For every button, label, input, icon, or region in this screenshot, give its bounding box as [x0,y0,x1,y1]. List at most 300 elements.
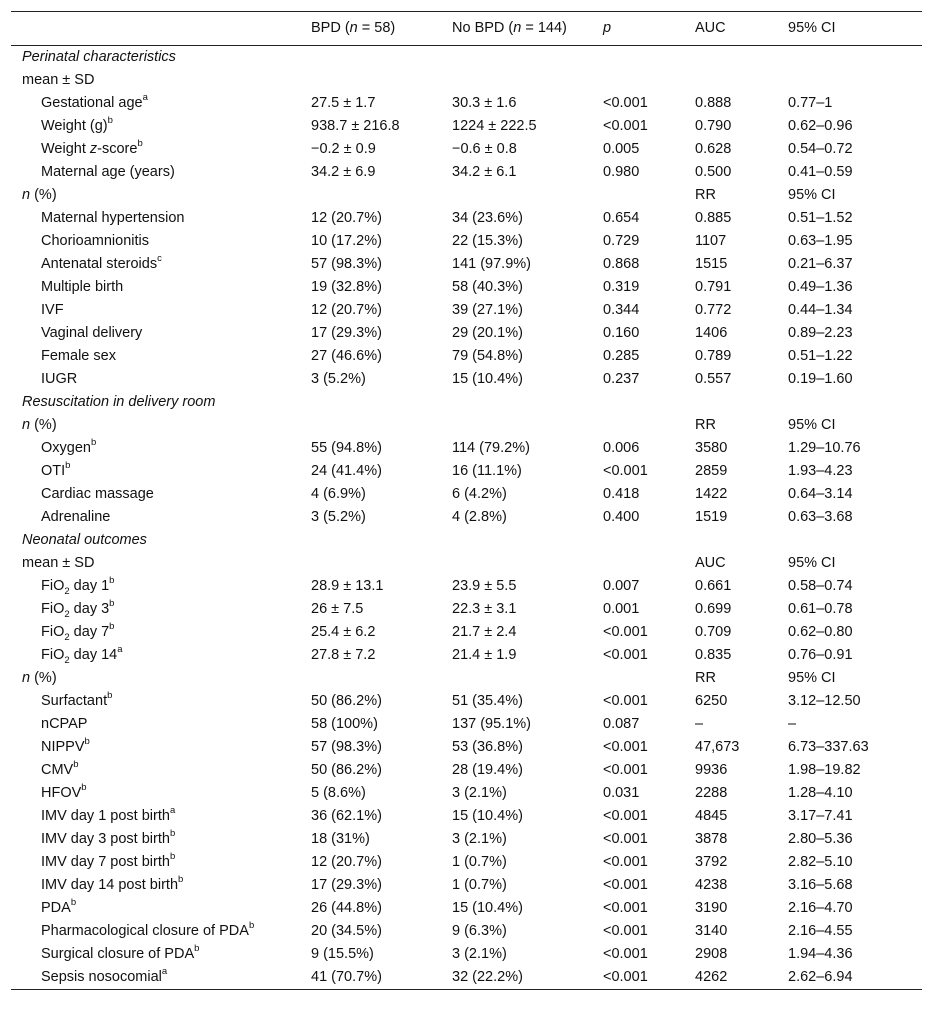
label-text: Antenatal steroids [41,256,158,272]
cell-c4 [603,414,695,437]
footnote-mark: b [107,115,113,127]
row-label [11,920,311,943]
cell-c4: <0.001 [603,95,648,111]
cell-c4 [603,391,695,414]
cell-c2 [311,69,452,92]
group-row [11,69,922,92]
footnote-mark: b [84,736,90,748]
cell-c3: 1224 ± 222.5 [452,118,537,134]
table-row [11,368,922,391]
table-row [11,253,922,276]
cell-c2: 25.4 ± 6.2 [311,624,376,640]
table-row [11,460,922,483]
table-row [11,644,922,667]
cell-c5: 0.888 [695,95,732,111]
group-row [11,552,922,575]
label-text: CMV [41,762,74,778]
cell-c5: 0.699 [695,601,732,617]
cell-c2: 938.7 ± 216.8 [311,118,400,134]
cell-c5 [695,69,788,92]
label-text: FiO [41,601,65,617]
label-text: n [22,417,31,433]
cell-c2: 19 (32.8%) [311,279,382,295]
table-row [11,828,922,851]
cell-c3: 1 (0.7%) [452,854,507,870]
label-text: NIPPV [41,739,85,755]
cell-c2 [311,667,452,690]
footnote-mark: b [81,782,87,794]
label-text: (%) [30,187,57,203]
label-text: Surgical closure of PDA [41,946,195,962]
cell-c6: 0.76–0.91 [788,647,853,663]
cell-c2: 28.9 ± 13.1 [311,578,384,594]
cell-c6 [788,69,922,92]
cell-c5: AUC [695,555,726,571]
footnote-mark: b [73,759,79,771]
label-text: 2 [64,608,70,620]
table-row [11,506,922,529]
header-no-bpd: No BPD (n = 144) [452,20,567,36]
label-text: z [89,141,98,157]
cell-c2: 27.8 ± 7.2 [311,647,376,663]
cell-c6: 0.54–0.72 [788,141,853,157]
cell-c6: 3.16–5.68 [788,877,853,893]
label-text: Female sex [41,348,116,364]
cell-c2: 18 (31%) [311,831,370,847]
cell-c2: 50 (86.2%) [311,693,382,709]
cell-c5: 1422 [695,486,728,502]
row-label [11,736,311,759]
cell-c2 [311,184,452,207]
label-text: IUGR [41,371,78,387]
cell-c6: 0.62–0.96 [788,118,853,134]
label-text: Vaginal delivery [41,325,143,341]
row-label [11,874,311,897]
cell-c5: 2908 [695,946,728,962]
row-label [11,276,311,299]
section-row [11,529,922,552]
table-row [11,276,922,299]
row-label [11,437,311,460]
row-label [11,759,311,782]
row-label [11,92,311,115]
table-row [11,207,922,230]
footnote-mark: b [109,621,115,633]
cell-c4: <0.001 [603,693,648,709]
cell-c4: 0.654 [603,210,640,226]
cell-c6: 1.98–19.82 [788,762,861,778]
cell-c6: 3.17–7.41 [788,808,853,824]
label-text: 2 [64,631,70,643]
cell-c6 [788,46,922,70]
label-text: day 14 [69,647,118,663]
cell-c2: 36 (62.1%) [311,808,382,824]
cell-c6: 0.61–0.78 [788,601,853,617]
row-label [11,966,311,990]
row-label [11,161,311,184]
cell-c4: 0.001 [603,601,640,617]
cell-c3: 3 (2.1%) [452,785,507,801]
table-row [11,598,922,621]
cell-c3 [452,391,603,414]
cell-c6: 0.58–0.74 [788,578,853,594]
label-text: IVF [41,302,64,318]
cell-c2: 57 (98.3%) [311,256,382,272]
label-text: Chorioamnionitis [41,233,149,249]
cell-c2: 12 (20.7%) [311,210,382,226]
label-text: Maternal age (years) [41,164,175,180]
cell-c4 [603,529,695,552]
row-label [11,138,311,161]
label-text: IMV day 1 post birth [41,808,170,824]
cell-c5: RR [695,187,716,203]
cell-c5: RR [695,417,716,433]
cell-c5: 2859 [695,463,728,479]
group-row [11,667,922,690]
row-label [11,644,311,667]
cell-c3 [452,184,603,207]
cell-c4: 0.400 [603,509,640,525]
cell-c2: 26 (44.8%) [311,900,382,916]
cell-c6 [788,529,922,552]
cell-c4: 0.007 [603,578,640,594]
cell-c6: 0.64–3.14 [788,486,853,502]
cell-c4: <0.001 [603,969,648,985]
header-bpd: BPD (n = 58) [311,20,396,36]
cell-c5: 9936 [695,762,728,778]
cell-c6: 0.62–0.80 [788,624,853,640]
cell-c2: 3 (5.2%) [311,509,366,525]
cell-c5: 0.885 [695,210,732,226]
cell-c6: 2.80–5.36 [788,831,853,847]
cell-c2: 17 (29.3%) [311,325,382,341]
cell-c4: <0.001 [603,118,648,134]
footnote-mark: b [169,828,176,840]
row-label [11,230,311,253]
footnote-mark: b [169,851,176,863]
table-row [11,782,922,805]
cell-c5: 0.789 [695,348,732,364]
cell-c4: 0.729 [603,233,640,249]
cell-c6: 0.51–1.22 [788,348,853,364]
cell-c2: 17 (29.3%) [311,877,382,893]
cell-c3: 22 (15.3%) [452,233,523,249]
cell-c4: <0.001 [603,463,648,479]
cell-c6: 6.73–337.63 [788,739,869,755]
results-table [11,11,922,990]
cell-c5: 6250 [695,693,728,709]
table-row [11,759,922,782]
cell-c4: 0.237 [603,371,640,387]
footnote-mark: a [142,92,148,104]
cell-c4: <0.001 [603,808,648,824]
cell-c6: 2.62–6.94 [788,969,853,985]
table-row [11,138,922,161]
cell-c4: 0.087 [603,716,640,732]
cell-c6: 3.12–12.50 [788,693,861,709]
cell-c3: 6 (4.2%) [452,486,507,502]
cell-c4 [603,552,695,575]
cell-c5: 0.791 [695,279,732,295]
header-blank [11,12,311,46]
label-text: -score [97,141,138,157]
cell-c3: −0.6 ± 0.8 [452,141,517,157]
label-text: OTI [41,463,66,479]
cell-c5: 0.500 [695,164,732,180]
section-row [11,46,922,70]
cell-c3 [452,667,603,690]
cell-c3: 15 (10.4%) [452,808,523,824]
cell-c3: 58 (40.3%) [452,279,523,295]
table-row [11,920,922,943]
cell-c4: 0.160 [603,325,640,341]
cell-c4: 0.868 [603,256,640,272]
label-text: Weight (g) [41,118,108,134]
cell-c2 [311,529,452,552]
label-text: Weight [41,141,90,157]
footnote-mark: b [248,920,255,932]
cell-c3: 141 (97.9%) [452,256,531,272]
header-p: p [603,20,612,36]
cell-c4: <0.001 [603,946,648,962]
cell-c2 [311,414,452,437]
footnote-mark: b [90,437,97,449]
cell-c5: 0.772 [695,302,732,318]
row-label [11,897,311,920]
row-label [11,575,311,598]
label-text: FiO [41,578,65,594]
cell-c3: 137 (95.1%) [452,716,531,732]
cell-c3: 34.2 ± 6.1 [452,164,517,180]
cell-c3: 29 (20.1%) [452,325,523,341]
label-text: 2 [64,654,70,666]
cell-c3 [452,414,603,437]
cell-c6: 95% CI [788,417,836,433]
row-label [11,253,311,276]
group-label [11,69,311,92]
group-label [11,414,311,437]
footnote-mark: b [178,874,184,886]
cell-c6: 0.77–1 [788,95,833,111]
cell-c3: 34 (23.6%) [452,210,523,226]
cell-c6 [788,391,922,414]
row-label [11,483,311,506]
label-text: n [22,670,31,686]
cell-c3: 23.9 ± 5.5 [452,578,517,594]
cell-c6: 95% CI [788,187,836,203]
cell-c3: 3 (2.1%) [452,831,507,847]
cell-c4: <0.001 [603,854,648,870]
label-text: Pharmacological closure of PDA [41,923,249,939]
row-label [11,322,311,345]
table-row [11,736,922,759]
cell-c3: 30.3 ± 1.6 [452,95,517,111]
label-text: (%) [30,670,57,686]
cell-c5: 47,673 [695,739,740,755]
group-row [11,414,922,437]
cell-c2: 4 (6.9%) [311,486,366,502]
cell-c5: 0.628 [695,141,732,157]
cell-c5: 3190 [695,900,728,916]
cell-c3: 22.3 ± 3.1 [452,601,517,617]
table-row [11,897,922,920]
section-label: Neonatal outcomes [22,532,147,548]
row-label [11,943,311,966]
cell-c6: 1.28–4.10 [788,785,853,801]
cell-c2: 20 (34.5%) [311,923,382,939]
row-label [11,713,311,736]
row-label [11,368,311,391]
cell-c5: 1515 [695,256,728,272]
cell-c3: 114 (79.2%) [452,440,530,456]
label-text: IMV day 3 post birth [41,831,170,847]
label-text: Sepsis nosocomial [41,969,162,985]
cell-c6: 0.49–1.36 [788,279,853,295]
cell-c2: 34.2 ± 6.9 [311,164,376,180]
cell-c6: – [788,716,797,732]
label-text: HFOV [41,785,82,801]
section-row [11,391,922,414]
group-row [11,184,922,207]
cell-c3: 39 (27.1%) [452,302,523,318]
cell-c4: 0.005 [603,141,640,157]
cell-c6: 1.93–4.23 [788,463,853,479]
cell-c2: 3 (5.2%) [311,371,366,387]
cell-c2: 10 (17.2%) [311,233,382,249]
table-row [11,299,922,322]
cell-c4: <0.001 [603,877,648,893]
cell-c5 [695,529,788,552]
label-text: 2 [64,585,70,597]
cell-c6: 0.41–0.59 [788,164,853,180]
table-row [11,621,922,644]
row-label [11,460,311,483]
cell-c3: 1 (0.7%) [452,877,507,893]
label-text: day 7 [69,624,110,640]
footnote-mark: b [107,690,113,702]
row-label [11,805,311,828]
footnote-mark: a [117,644,123,656]
cell-c5: 0.709 [695,624,732,640]
table-row [11,322,922,345]
row-label [11,621,311,644]
cell-c5: 0.835 [695,647,732,663]
table-row [11,966,922,990]
row-label [11,506,311,529]
header-row [11,12,922,46]
cell-c2: 50 (86.2%) [311,762,382,778]
table-row [11,345,922,368]
cell-c5: 3140 [695,923,728,939]
cell-c3: 21.4 ± 1.9 [452,647,517,663]
table-row [11,483,922,506]
table-row [11,115,922,138]
cell-c6: 95% CI [788,670,836,686]
label-text: Maternal hypertension [41,210,185,226]
footnote-mark: c [157,253,162,265]
cell-c3: 21.7 ± 2.4 [452,624,517,640]
header-auc: AUC [695,20,726,36]
cell-c6: 0.63–1.95 [788,233,853,249]
cell-c2: 26 ± 7.5 [311,601,364,617]
section-title [11,391,311,414]
cell-c4: <0.001 [603,647,648,663]
cell-c5: 3792 [695,854,728,870]
footnote-mark: b [194,943,200,955]
row-label [11,851,311,874]
row-label [11,299,311,322]
cell-c6: 0.44–1.34 [788,302,853,318]
cell-c2 [311,391,452,414]
cell-c3: 3 (2.1%) [452,946,507,962]
cell-c2: 5 (8.6%) [311,785,366,801]
cell-c3: 53 (36.8%) [452,739,523,755]
cell-c5: 2288 [695,785,728,801]
footnote-mark: b [109,575,115,587]
table-row [11,805,922,828]
cell-c2: 12 (20.7%) [311,302,382,318]
cell-c4: <0.001 [603,900,648,916]
table-row [11,690,922,713]
cell-c5: 3878 [695,831,728,847]
cell-c2 [311,46,452,70]
cell-c2: 12 (20.7%) [311,854,382,870]
cell-c6: 0.21–6.37 [788,256,853,272]
table-row [11,874,922,897]
label-text: Cardiac massage [41,486,154,502]
cell-c4: 0.006 [603,440,640,456]
cell-c6: 1.94–4.36 [788,946,853,962]
cell-c6: 2.82–5.10 [788,854,853,870]
cell-c2 [311,552,452,575]
label-text: PDA [41,900,71,916]
cell-c3 [452,69,603,92]
cell-c5 [695,391,788,414]
label-text: IMV day 14 post birth [41,877,179,893]
cell-c3: 32 (22.2%) [452,969,523,985]
table-row [11,851,922,874]
label-text: Gestational age [41,95,143,111]
cell-c5: 4845 [695,808,728,824]
cell-c5 [695,46,788,70]
table-row [11,437,922,460]
group-label [11,184,311,207]
label-text: Adrenaline [41,509,111,525]
table-row [11,943,922,966]
cell-c3: 9 (6.3%) [452,923,507,939]
cell-c2: 24 (41.4%) [311,463,382,479]
section-title [11,529,311,552]
cell-c4: 0.980 [603,164,640,180]
label-text: n [22,187,31,203]
label-text: mean ± SD [22,555,95,571]
cell-c5: RR [695,670,716,686]
row-label [11,115,311,138]
row-label [11,345,311,368]
cell-c3: 15 (10.4%) [452,900,523,916]
footnote-mark: a [161,966,168,978]
table-row [11,575,922,598]
cell-c2: 55 (94.8%) [311,440,382,456]
cell-c6: 0.63–3.68 [788,509,853,525]
group-label [11,667,311,690]
cell-c2: 58 (100%) [311,716,378,732]
cell-c2: −0.2 ± 0.9 [311,141,376,157]
cell-c3: 28 (19.4%) [452,762,523,778]
cell-c4 [603,46,695,70]
cell-c3 [452,552,603,575]
footnote-mark: b [70,897,77,909]
